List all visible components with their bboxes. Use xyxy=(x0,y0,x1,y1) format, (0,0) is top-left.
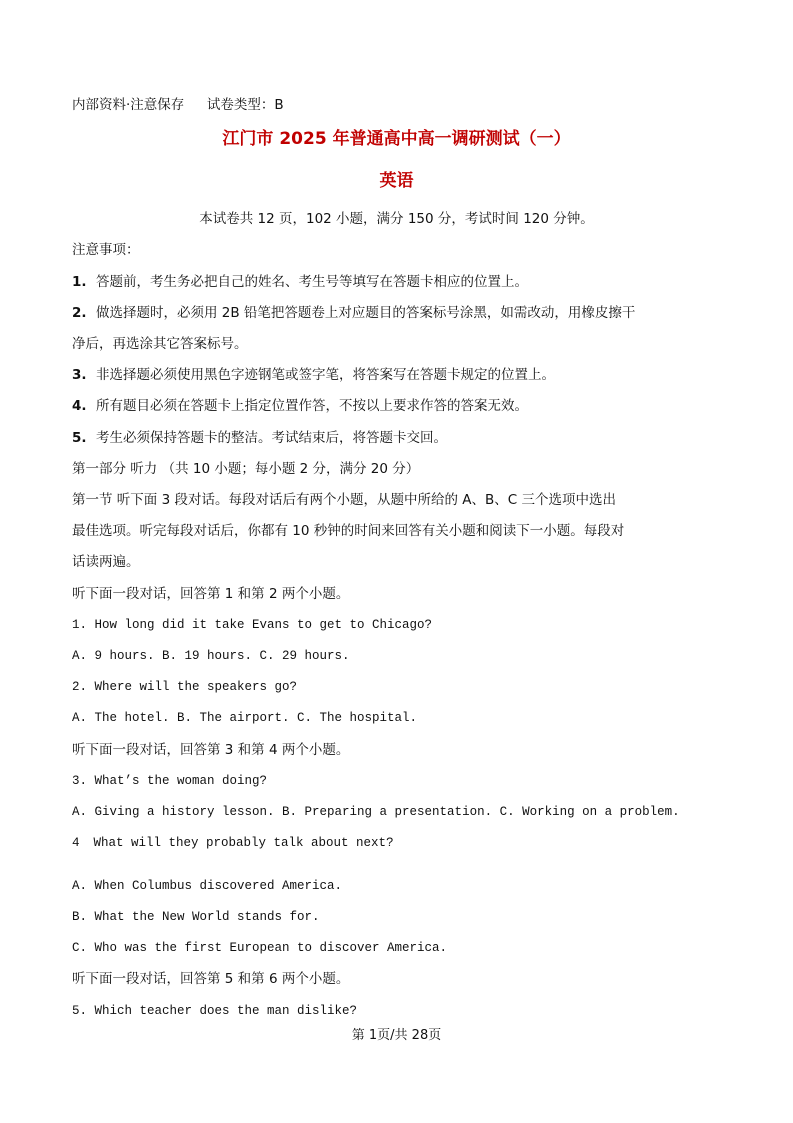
subject-title: 英语 xyxy=(379,171,414,191)
dialog-instruction-2: 听下面一段对话，回答第 3 和第 4 两个小题。 xyxy=(72,742,350,758)
question-4 xyxy=(72,834,394,852)
question-4-option-c: C. Who was the first European to discover America. xyxy=(72,941,448,955)
notice-text: 做选择题时，必须用 2B 铅笔把答题卷上对应题目的答案标号涂黑，如需改动，用橡皮擦干 xyxy=(96,305,636,321)
notice-item-1 xyxy=(72,273,528,291)
notice-number: 1. xyxy=(72,274,87,290)
notice-number: 4. xyxy=(72,398,87,414)
question-3-options: A. Giving a history lesson. B. Preparing a presentation. C. Working on a problem. xyxy=(72,805,680,819)
exam-title: 江门市 2025 年普通高中高一调研测试（一） xyxy=(222,129,571,149)
dialog-instruction-1: 听下面一段对话，回答第 1 和第 2 两个小题。 xyxy=(72,586,350,602)
question-4-number: 4 xyxy=(72,836,80,850)
question-5: 5. Which teacher does the man dislike? xyxy=(72,1004,358,1018)
dialog-instruction-3: 听下面一段对话，回答第 5 和第 6 两个小题。 xyxy=(72,971,350,987)
page-footer: 第 1页/共 28页 xyxy=(351,1028,442,1043)
notice-item-2-cont: 净后，再选涂其它答案标号。 xyxy=(72,336,248,352)
question-2-options: A. The hotel. B. The airport. C. The hospital. xyxy=(72,711,418,725)
notice-heading: 注意事项： xyxy=(72,242,140,258)
question-2: 2. Where will the speakers go? xyxy=(72,680,298,694)
question-4-option-b: B. What the New World stands for. xyxy=(72,910,320,924)
notice-number: 5. xyxy=(72,430,87,446)
notice-number: 3. xyxy=(72,367,87,383)
paper-type: 试卷类型：B xyxy=(206,97,284,113)
section-one-line-3: 话读两遍。 xyxy=(72,554,140,570)
part-one-heading: 第一部分 听力 （共 10 小题；每小题 2 分，满分 20 分） xyxy=(72,461,420,477)
question-1: 1. How long did it take Evans to get to Chicago? xyxy=(72,618,433,632)
notice-item-3 xyxy=(72,366,555,384)
notice-number: 2. xyxy=(72,305,87,321)
question-3: 3. What’s the woman doing? xyxy=(72,774,268,788)
question-4-option-a: A. When Columbus discovered America. xyxy=(72,879,343,893)
header-line xyxy=(72,96,284,114)
section-one-line-1: 第一节 听下面 3 段对话。每段对话后有两个小题，从题中所给的 A、B、C 三个选项中选出 xyxy=(72,492,616,508)
question-4-text: What will they probably talk about next? xyxy=(93,836,394,850)
notice-item-5 xyxy=(72,429,447,447)
section-one-line-2: 最佳选项。听完每段对话后，你都有 10 秒钟的时间来回答有关小题和阅读下一小题。每段对 xyxy=(72,523,625,539)
header-label: 内部资料·注意保存 xyxy=(72,97,185,113)
exam-intro: 本试卷共 12 页，102 小题，满分 150 分，考试时间 120 分钟。 xyxy=(199,211,594,227)
notice-text: 答题前，考生务必把自己的姓名、考生号等填写在答题卡相应的位置上。 xyxy=(96,274,528,290)
notice-text: 非选择题必须使用黑色字迹钢笔或签字笔，将答案写在答题卡规定的位置上。 xyxy=(96,367,555,383)
notice-text: 考生必须保持答题卡的整洁。考试结束后，将答题卡交回。 xyxy=(96,430,447,446)
notice-text: 所有题目必须在答题卡上指定位置作答，不按以上要求作答的答案无效。 xyxy=(96,398,528,414)
question-1-options: A. 9 hours. B. 19 hours. C. 29 hours. xyxy=(72,649,350,663)
notice-item-2 xyxy=(72,304,635,322)
notice-item-4 xyxy=(72,397,528,415)
